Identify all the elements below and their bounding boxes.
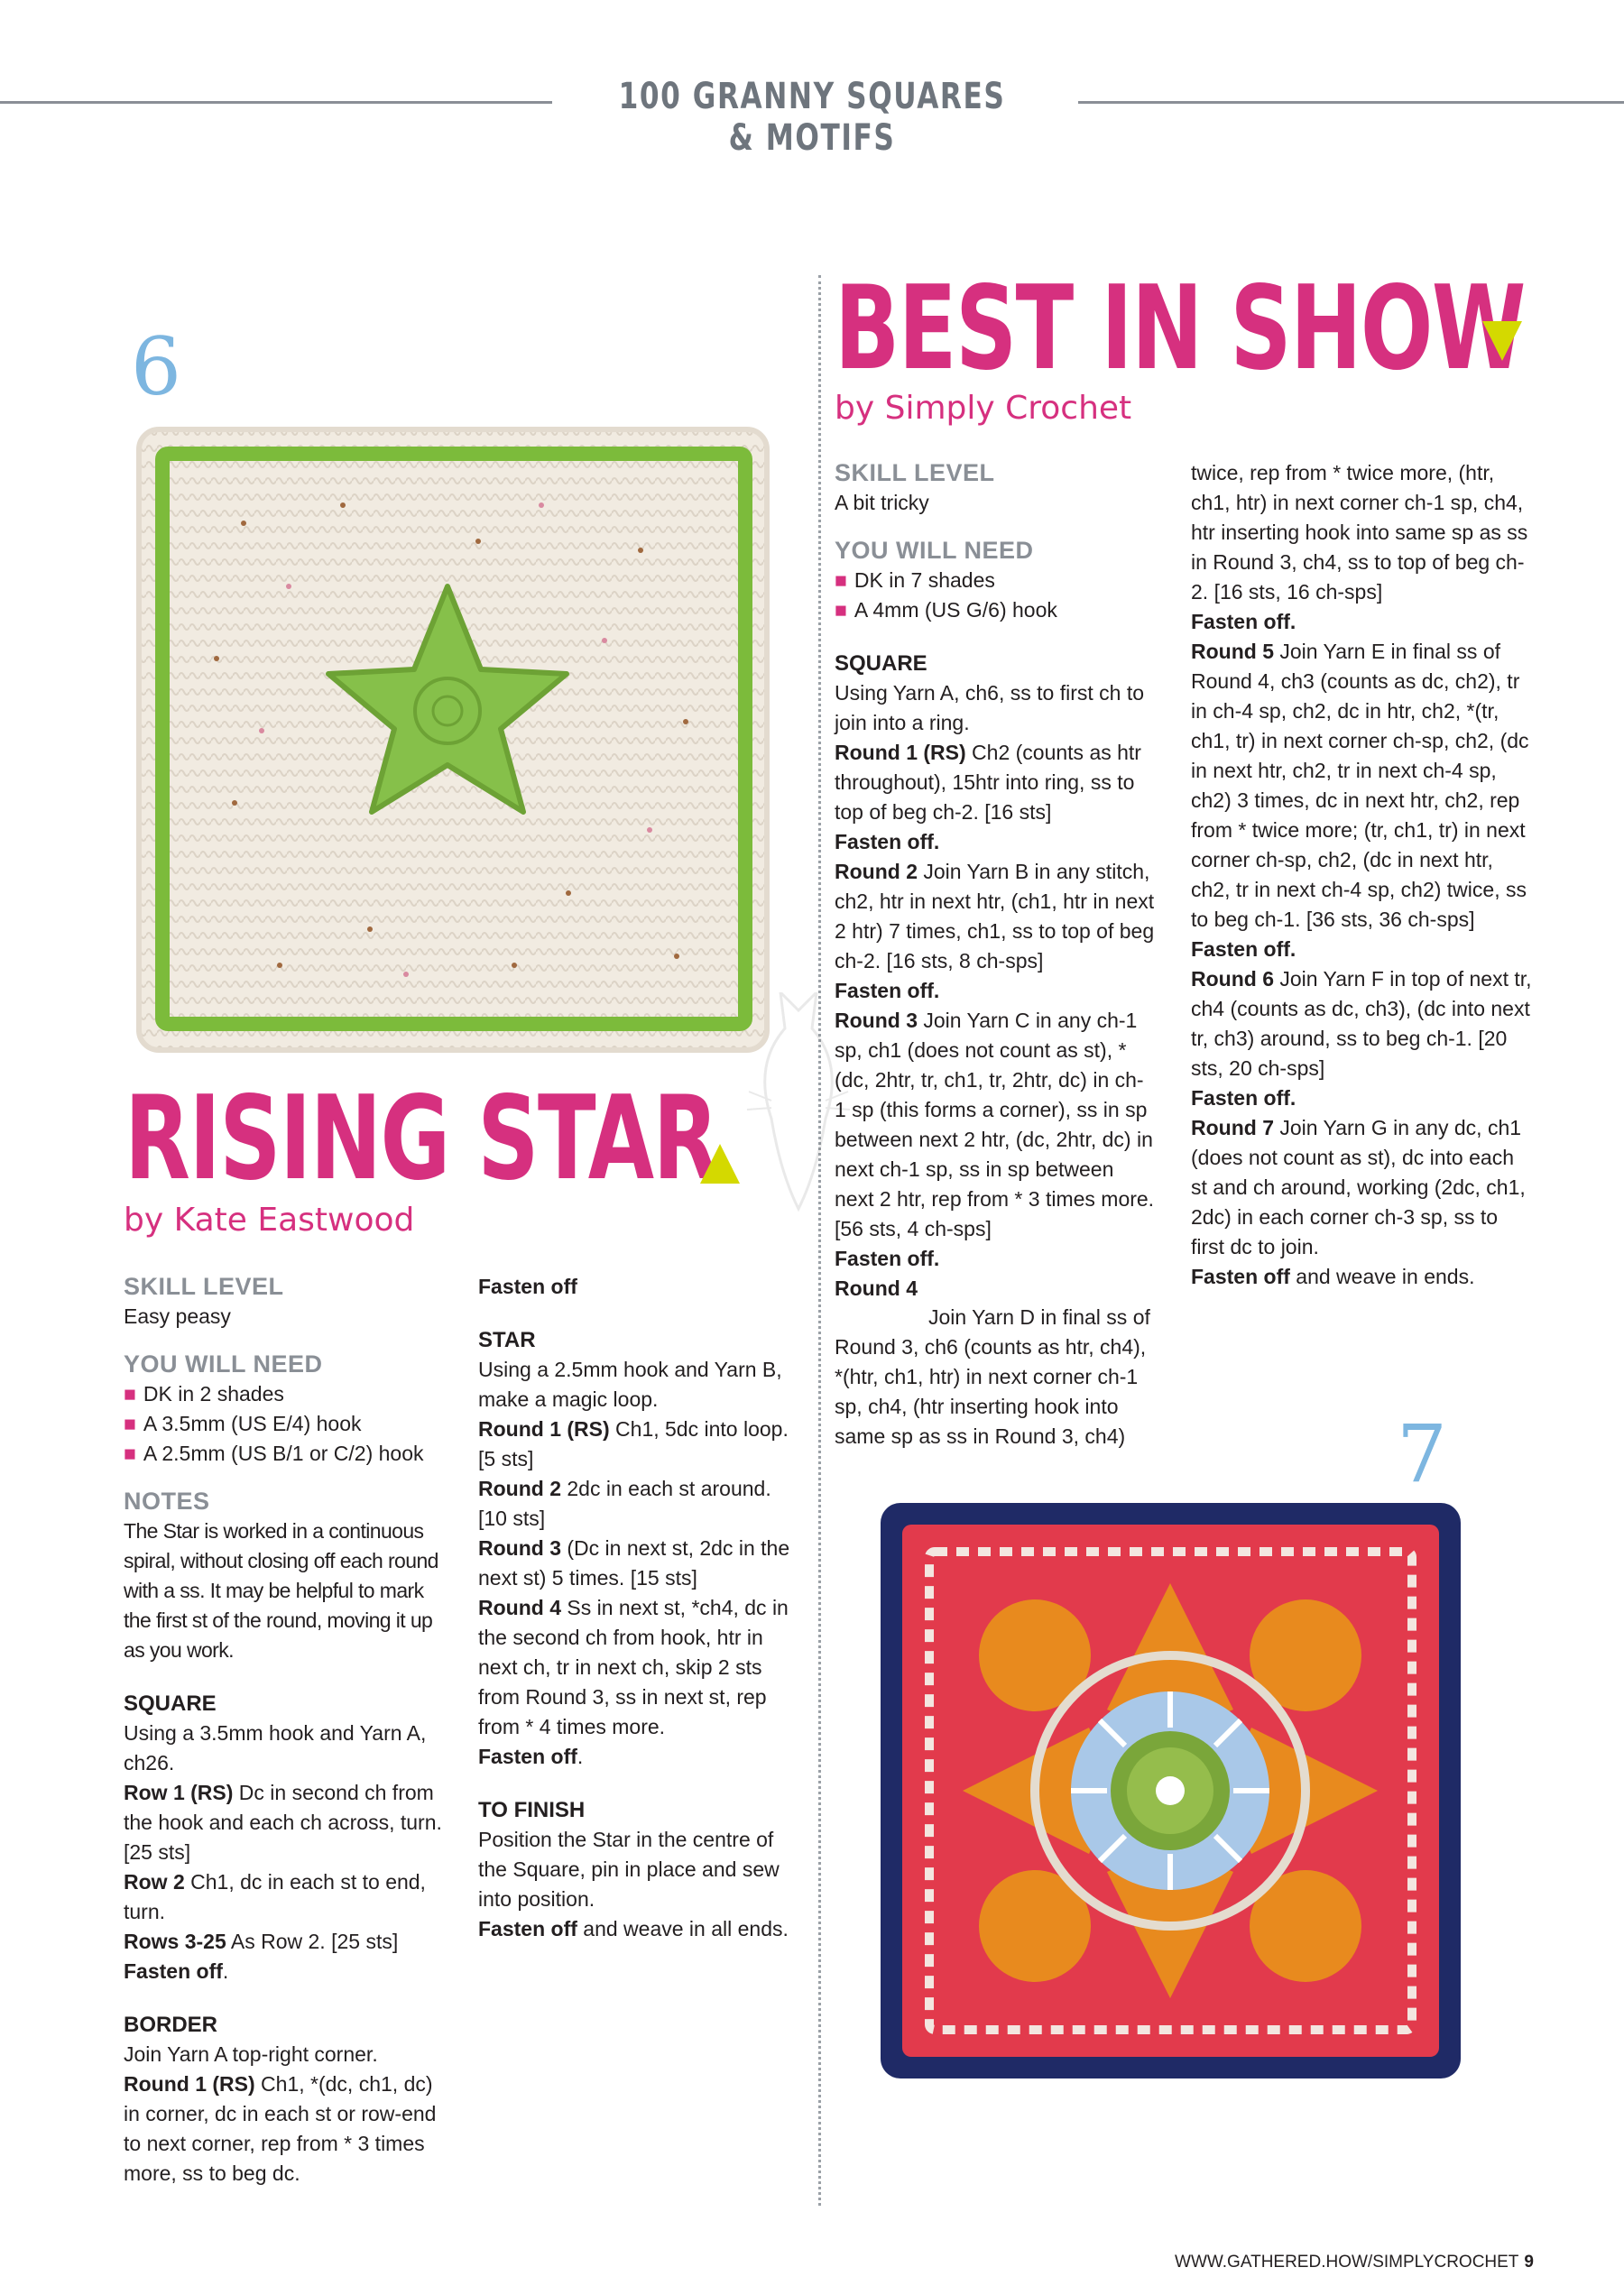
- page-number: 9: [1524, 2253, 1534, 2272]
- border-heading: BORDER: [124, 2013, 218, 2037]
- star-round-1: Round 1 (RS) Ch1, 5dc into loop. [5 sts]: [478, 1417, 789, 1470]
- star-round-2: Round 2 2dc in each st around. [10 sts]: [478, 1477, 771, 1530]
- need-item: ■ A 2.5mm (US B/1 or C/2) hook: [124, 1439, 444, 1469]
- header-rule-right: [1078, 101, 1624, 104]
- skill-level-heading: SKILL LEVEL: [835, 459, 995, 486]
- square-heading: SQUARE: [835, 651, 927, 676]
- square-intro: Using Yarn A, ch6, ss to first ch to join into a ring.: [835, 681, 1145, 734]
- round-4-text-col-a: [835, 1303, 1155, 1452]
- you-will-need-heading: YOU WILL NEED: [835, 537, 1034, 564]
- border-intro: Join Yarn A top-right corner.: [124, 2042, 378, 2066]
- footer: [1175, 2253, 1534, 2272]
- round-4: Round 4: [835, 1277, 918, 1300]
- row-2: Row 2 Ch1, dc in each st to end, turn.: [124, 1870, 426, 1923]
- need-item: ■ A 4mm (US G/6) hook: [835, 595, 1155, 625]
- finish-text: Position the Star in the centre of the Square, pin in place and sew into position.: [478, 1828, 780, 1911]
- round-2: Round 2 Join Yarn B in any stitch, ch2, htr in next htr, (ch1, htr in next 2 htr) 7 times, ch1, ss to top of beg ch-2. [16 sts, 8 ch-sps]: [835, 860, 1155, 972]
- skill-level-value: Easy peasy: [124, 1304, 231, 1328]
- notes-text: The Star is worked in a continuous spiral, without closing off each round with a ss. It may be helpful to mark the first st of the round, moving it up as you work.: [124, 1519, 438, 1662]
- skill-level-value: A bit tricky: [835, 491, 929, 514]
- fasten-off: Fasten off.: [835, 1247, 940, 1270]
- title-triangle-icon: [1482, 321, 1522, 361]
- star-intro: Using a 2.5mm hook and Yarn B, make a magic loop.: [478, 1358, 782, 1411]
- to-finish-heading: TO FINISH: [478, 1798, 586, 1822]
- title-triangle-icon: [700, 1144, 740, 1184]
- round-3: Round 3 Join Yarn C in any ch-1 sp, ch1 (does not count as st), *(dc, 2htr, tr, ch1, tr, 2htr, dc) in ch-1 sp (this forms a corner), ss in sp between next 2 htr, (dc, 2htr, dc) in next ch-1 sp, ss in sp between next 2 htr, rep from * 3 times more. [56 sts, 4 ch-sps]: [835, 1009, 1155, 1240]
- pattern-title-rising-star: RISING STAR: [125, 1072, 718, 1206]
- bullet-square-icon: ■: [124, 1382, 136, 1406]
- round-6: Round 6 Join Yarn F in top of next tr, ch4 (counts as dc, ch3), (dc into next tr, ch3) around, ss to beg ch-1. [20 sts, 20 ch-sps]: [1191, 967, 1532, 1080]
- rows-3-25: Rows 3-25 As Row 2. [25 sts]: [124, 1930, 399, 1953]
- fasten-off: Fasten off.: [1191, 937, 1296, 961]
- fasten-off: Fasten off.: [835, 979, 940, 1002]
- final-fasten-off: Fasten off and weave in ends.: [1191, 1265, 1475, 1288]
- round-4-part-1: Join Yarn D in final ss of Round 3, ch6 (counts as htr, ch4), *(htr, ch1, htr) in next corner ch-1 sp, ch4, (htr inserting hook into same sp as ss in Round 3, ch4): [835, 1305, 1150, 1448]
- notes-heading: NOTES: [124, 1488, 210, 1515]
- star-heading: STAR: [478, 1328, 536, 1352]
- byline-simply-crochet: by Simply Crochet: [835, 390, 1132, 427]
- need-item: ■ DK in 2 shades: [124, 1379, 444, 1409]
- row-1: Row 1 (RS) Dc in second ch from the hook and each ch across, turn. [25 sts]: [124, 1781, 442, 1864]
- pattern6-col-b: [478, 1272, 794, 1944]
- finish-fasten-off: Fasten off and weave in all ends.: [478, 1917, 789, 1940]
- header-rule-left: [0, 101, 552, 104]
- bullet-square-icon: ■: [835, 598, 847, 622]
- round-5: Round 5 Join Yarn E in final ss of Round 4, ch3 (counts as dc, ch2), tr in ch-4 sp, ch2, dc in htr, ch2, *(tr, ch1, tr) in next corner ch-sp, ch2, (dc in next htr, ch2, tr in next ch-4 sp, ch2) 3 times, dc in next htr, ch2, rep from * twice more; (tr, ch1, tr) in next corner ch-sp, ch2, (dc in next htr, ch2, tr in next ch-4 sp, ch2) twice, ss to beg ch-1. [36 sts, 36 ch-sps]: [1191, 640, 1529, 931]
- fasten-off: Fasten off: [478, 1275, 577, 1298]
- square-intro: Using a 3.5mm hook and Yarn A, ch26.: [124, 1721, 427, 1774]
- footer-url[interactable]: WWW.GATHERED.HOW/SIMPLYCROCHET: [1175, 2253, 1519, 2272]
- you-will-need-heading: YOU WILL NEED: [124, 1350, 323, 1378]
- fasten-off: Fasten off.: [124, 1959, 229, 1983]
- fasten-off: Fasten off.: [835, 830, 940, 853]
- bullet-square-icon: ■: [835, 568, 847, 592]
- running-header: 100 GRANNY SQUARES & MOTIFS: [618, 76, 1006, 159]
- star-round-4: Round 4 Ss in next st, *ch4, dc in the second ch from hook, htr in next ch, tr in next ch, skip 2 sts from Round 3, ss in next st, rep from * 4 times more.: [478, 1596, 789, 1738]
- border-round-1: Round 1 (RS) Ch1, *(dc, ch1, dc) in corner, dc in each st or row-end to next corner, rep from * 3 times more, ss to beg dc.: [124, 2072, 437, 2185]
- need-item: ■ A 3.5mm (US E/4) hook: [124, 1409, 444, 1439]
- star-round-3: Round 3 (Dc in next st, 2dc in the next st) 5 times. [15 sts]: [478, 1536, 790, 1590]
- skill-level-heading: SKILL LEVEL: [124, 1273, 284, 1300]
- pattern6-col-a: [124, 1272, 444, 2189]
- fasten-off: Fasten off.: [1191, 610, 1296, 633]
- pattern7-col-b: [1191, 458, 1534, 1292]
- best-in-show-photo: [875, 1498, 1466, 2084]
- pattern-title-best-in-show: BEST IN SHOW: [835, 262, 1525, 396]
- fasten-off: Fasten off.: [478, 1745, 584, 1768]
- pattern7-col-a: [835, 458, 1155, 1393]
- round-1: Round 1 (RS) Ch2 (counts as htr throughout), 15htr into ring, ss to top of beg ch-2. [16 sts]: [835, 741, 1141, 824]
- rising-star-photo: [135, 424, 774, 1057]
- fasten-off: Fasten off.: [1191, 1086, 1296, 1110]
- pattern-number-6: 6: [131, 320, 181, 413]
- pattern-number-7: 7: [1397, 1407, 1447, 1500]
- bullet-square-icon: ■: [124, 1412, 136, 1435]
- round-7: Round 7 Join Yarn G in any dc, ch1 (does not count as st), dc into each st and ch around, working (2dc, ch1, 2dc) in each corner ch-3 sp, ss to first dc to join.: [1191, 1116, 1526, 1258]
- need-item: ■ DK in 7 shades: [835, 566, 1155, 595]
- square-heading: SQUARE: [124, 1691, 217, 1716]
- byline-kate-eastwood: by Kate Eastwood: [124, 1202, 415, 1239]
- column-divider: [818, 275, 821, 2206]
- round-4-part-2: twice, rep from * twice more, (htr, ch1, htr) in next corner ch-1 sp, ch4, htr inserting hook into same sp as ss in Round 3, ch4, ss to top of beg ch-2. [16 sts, 16 ch-sps]: [1191, 461, 1528, 604]
- bullet-square-icon: ■: [124, 1442, 136, 1465]
